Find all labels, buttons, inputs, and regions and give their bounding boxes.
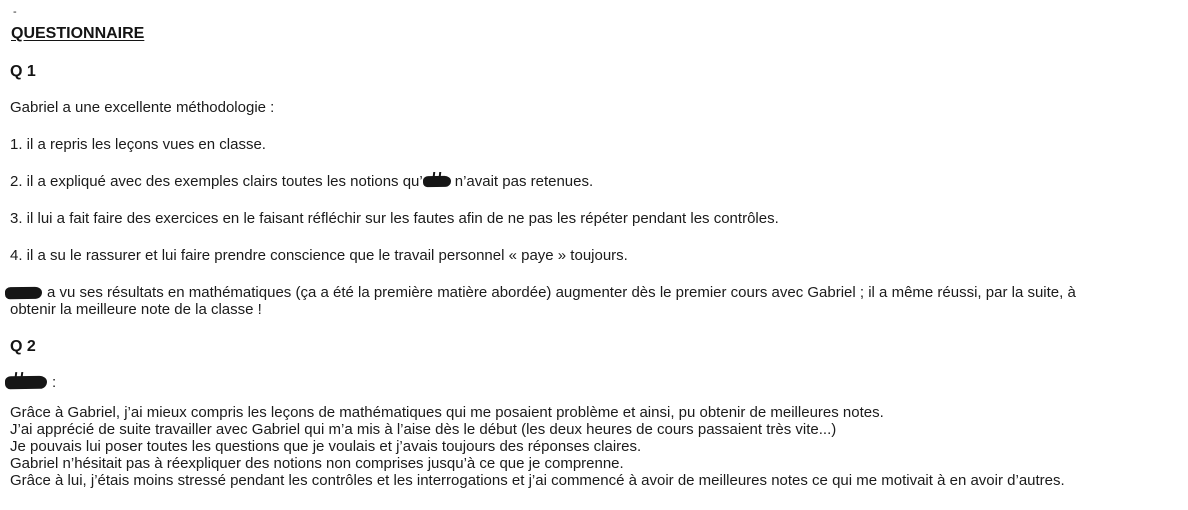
q1-result-line-1: a vu ses résultats en mathématiques (ça a été la première matière abordée) augmenter dès le premier cours avec Gabriel ; il a même réussi, par la suite, à [47,284,1076,301]
q1-item-2-text-before: 2. il a expliqué avec des exemples clairs toutes les notions qu’ [10,173,423,190]
q1-item-2-text-after: n’avait pas retenues. [454,173,594,190]
q1-item-2 [10,173,1178,190]
q1-result-line-2: obtenir la meilleure note de la classe ! [10,301,262,318]
q1-intro: Gabriel a une excellente méthodologie : [10,99,275,116]
testimonial-line: Grâce à Gabriel, j’ai mieux compris les leçons de mathématiques qui me posaient problème et ainsi, pu obtenir de meilleures notes. [10,404,884,421]
testimonial-line: J’ai apprécié de suite travailler avec Gabriel qui m’a mis à l’aise dès le début (les deux heures de cours passaient très vite...) [10,421,837,438]
q1-item-4: 4. il a su le rassurer et lui faire prendre conscience que le travail personnel « paye » toujours. [10,247,628,264]
q2-label-suffix: : [52,374,57,391]
q1-item-1: 1. il a repris les leçons vues en classe. [10,136,266,153]
q1-heading: Q 1 [10,63,36,80]
q2-heading: Q 2 [10,338,36,355]
q1-item-3: 3. il lui a fait faire des exercices en le faisant réfléchir sur les fautes afin de ne pas les répéter pendant les contrôles. [10,210,779,227]
redaction-mark [5,376,47,390]
testimonial-line: Je pouvais lui poser toutes les questions que je voulais et j’avais toujours des réponses claires. [10,438,642,455]
document-title: QUESTIONNAIRE [11,25,145,42]
testimonial-line: Grâce à lui, j’étais moins stressé pendant les contrôles et les interrogations et j’ai commencé à avoir de meilleures notes ce qui me motivait à en avoir d’autres. [10,472,1065,489]
redaction-mark [423,176,451,187]
top-dash: - [13,6,17,18]
testimonial-line: Gabriel n’hésitait pas à réexpliquer des notions non comprises jusqu’à ce que je comprenne. [10,455,624,472]
q1-result-paragraph [10,284,1178,318]
q2-redacted-name-line [10,374,1178,391]
q2-testimonial-block [10,404,1178,489]
redaction-mark [5,287,42,300]
